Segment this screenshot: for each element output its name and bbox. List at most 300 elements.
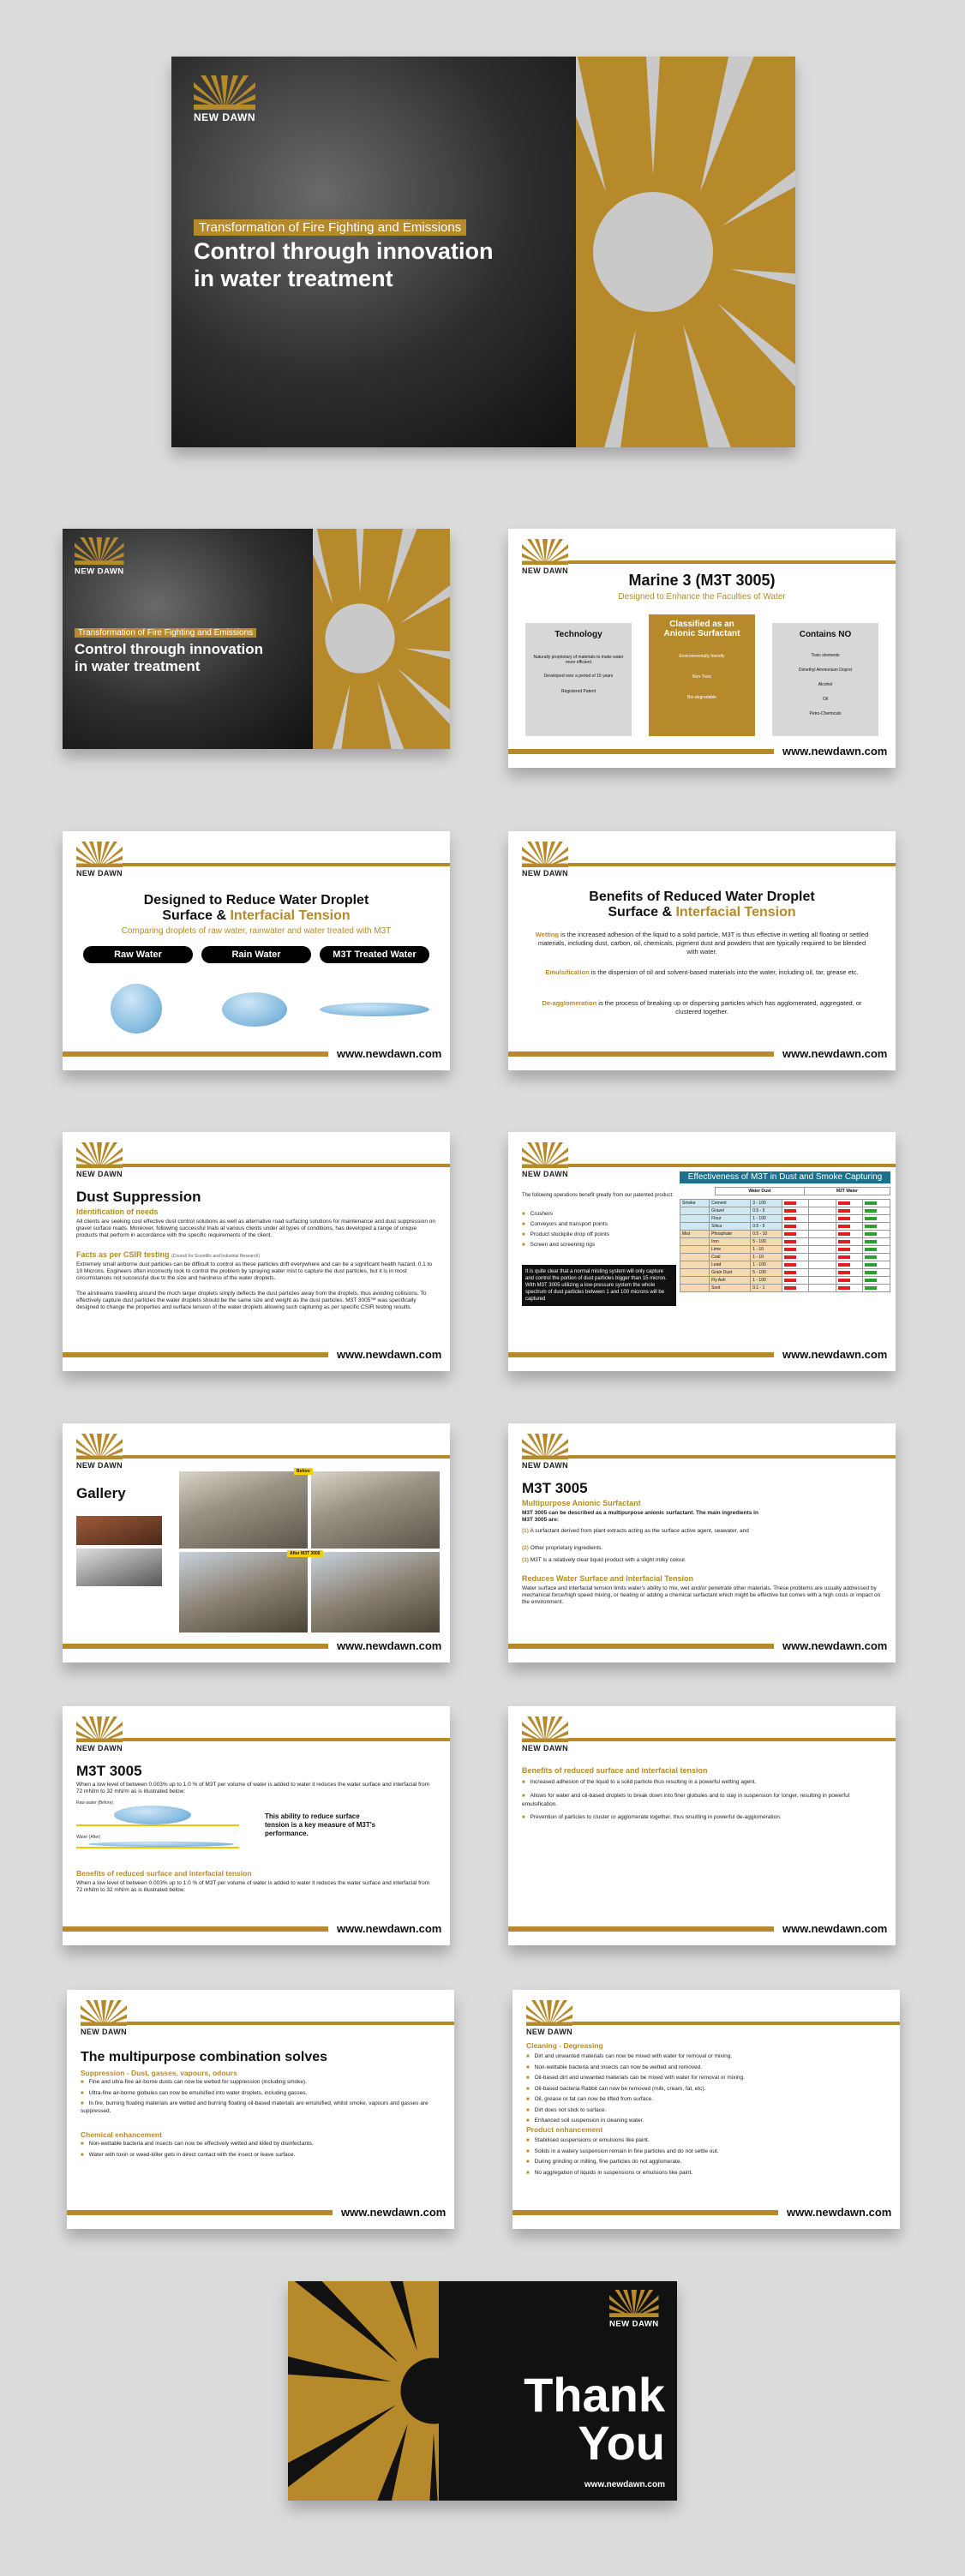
row-group-label bbox=[680, 1269, 710, 1277]
cleaning-item: ■ Non-wettable bacteria and insects can now be wetted and removed. bbox=[526, 2063, 886, 2074]
before-tag: Before bbox=[294, 1468, 313, 1475]
slide-title: Gallery bbox=[76, 1485, 126, 1501]
status-bar bbox=[811, 1279, 823, 1282]
status-bar bbox=[838, 1201, 850, 1205]
ingredient-item: (2) Other proprietary ingredients. bbox=[522, 1545, 603, 1551]
row-group-label bbox=[680, 1254, 710, 1261]
status-swatch bbox=[836, 1238, 863, 1246]
footer-url[interactable]: www.newdawn.com bbox=[782, 1047, 888, 1060]
footer-rule bbox=[63, 1926, 328, 1932]
chemical-item: ■ Non-wettable bacteria and insects can now be effectively wetted and killed by disinfectants. bbox=[81, 2141, 441, 2148]
status-bar bbox=[838, 1286, 850, 1290]
slide-subtitle: Designed to Enhance the Faculties of Water bbox=[618, 592, 786, 602]
status-swatch bbox=[863, 1215, 890, 1223]
status-bar bbox=[784, 1286, 796, 1290]
benefits-list bbox=[522, 1778, 882, 1822]
logo-text: NEW DAWN bbox=[76, 868, 123, 878]
contains-no-item: Dimethyl Ammonium Doprst bbox=[799, 668, 852, 673]
row-material: Lime bbox=[710, 1246, 751, 1254]
section-heading: Chemical enhancement bbox=[81, 2130, 162, 2139]
logo-text: NEW DAWN bbox=[522, 1743, 568, 1752]
section-heading bbox=[76, 1250, 260, 1259]
product-item: ■ Stabilised suspensions or emulsions like paint. bbox=[526, 2136, 886, 2147]
anionic-heading: Classified as an bbox=[669, 620, 734, 629]
status-bar bbox=[865, 1271, 877, 1274]
ingredient-text: A surfactant derived from plant extracts acting as the surface active agent, seawater, and bbox=[530, 1528, 749, 1534]
row-group-label bbox=[680, 1285, 710, 1292]
deagglomeration-paragraph bbox=[534, 999, 870, 1016]
status-swatch bbox=[836, 1223, 863, 1231]
cover-kicker: Transformation of Fire Fighting and Emissions bbox=[194, 219, 466, 236]
status-bar bbox=[865, 1209, 877, 1213]
row-group-label bbox=[680, 1223, 710, 1231]
row-material: Iron bbox=[710, 1238, 751, 1246]
emulsification-paragraph bbox=[534, 968, 870, 977]
header-rule bbox=[568, 560, 896, 564]
row-range: 1 - 10 bbox=[751, 1254, 782, 1261]
cleaning-item: ■ Oil-based bacteria Rabbit can now be removed (milk, cream, fat, etc). bbox=[526, 2084, 886, 2095]
row-group-label: Mist bbox=[680, 1231, 710, 1238]
droplet-slide bbox=[63, 831, 450, 1070]
status-swatch bbox=[782, 1223, 809, 1231]
footer-rule bbox=[508, 749, 774, 754]
logo-text: NEW DAWN bbox=[526, 2027, 572, 2036]
after-tag: After M3T 3005 bbox=[287, 1550, 323, 1557]
logo bbox=[522, 842, 568, 878]
row-range: 1 - 100 bbox=[751, 1277, 782, 1285]
section-heading: Product enhancement bbox=[526, 2125, 603, 2134]
logo-text: NEW DAWN bbox=[194, 111, 255, 123]
sunrise-logo-icon bbox=[526, 2000, 572, 2026]
status-swatch bbox=[809, 1231, 836, 1238]
status-bar bbox=[784, 1232, 796, 1236]
logo bbox=[75, 537, 124, 576]
row-range: 1 - 10 bbox=[751, 1246, 782, 1254]
status-bar bbox=[838, 1209, 850, 1213]
logo-text: NEW DAWN bbox=[522, 1460, 568, 1470]
status-bar bbox=[865, 1217, 877, 1220]
droplet-surface-line bbox=[76, 1847, 239, 1848]
status-swatch bbox=[809, 1254, 836, 1261]
table-row bbox=[680, 1246, 890, 1254]
status-swatch bbox=[863, 1238, 890, 1246]
status-swatch bbox=[809, 1246, 836, 1254]
status-swatch bbox=[863, 1231, 890, 1238]
deagg-term: De-agglomeration bbox=[542, 999, 597, 1007]
status-swatch bbox=[863, 1269, 890, 1277]
status-bar bbox=[811, 1286, 823, 1290]
rain-water-pill: Rain Water bbox=[201, 946, 311, 963]
status-bar bbox=[784, 1240, 796, 1243]
combination-slide bbox=[67, 1990, 454, 2229]
section-heading: Reduces Water Surface and Interfacial Tension bbox=[522, 1574, 694, 1583]
status-swatch bbox=[863, 1277, 890, 1285]
status-swatch bbox=[836, 1215, 863, 1223]
cover-title-line2: in water treatment bbox=[194, 266, 393, 291]
technology-heading: Technology bbox=[554, 630, 602, 639]
status-bar bbox=[811, 1263, 823, 1267]
status-swatch bbox=[782, 1231, 809, 1238]
airstream-paragraph: The airstreams travelling around the much larger droplets simply deflects the dust particles away from the droplets, thus avoiding collisions. To effectively capture dust particles the water droplets should be the same size and weight as the dust particles. M3T 3005™ was specifically designed to change the properties and surface tension of the water droplets allowing such capturing as per specific CSIR testing results. bbox=[76, 1291, 427, 1310]
sun-rays-graphic bbox=[313, 529, 450, 749]
benefit-item: ■ Allows for water and oil-based droplets to break down into finer globules and to stay in suspension for longer, resulting in powerful emulsification. bbox=[522, 1792, 882, 1808]
status-swatch bbox=[863, 1246, 890, 1254]
effectiveness-rows bbox=[680, 1199, 890, 1292]
footer-url[interactable]: www.newdawn.com bbox=[341, 2206, 447, 2219]
wetting-paragraph bbox=[534, 931, 870, 956]
logo bbox=[76, 1142, 123, 1178]
status-bar bbox=[838, 1279, 850, 1282]
logo bbox=[609, 2290, 659, 2328]
section-heading: Benefits of reduced surface and interfacial tension bbox=[76, 1869, 252, 1878]
row-material: Fly Ash bbox=[710, 1277, 751, 1285]
status-swatch bbox=[782, 1207, 809, 1215]
status-bar bbox=[784, 1248, 796, 1251]
product-item: ■ Solids in a watery suspension remain in fine particles and do not settle out. bbox=[526, 2147, 886, 2158]
logo bbox=[522, 1434, 568, 1470]
sunrise-logo-icon bbox=[76, 1142, 123, 1168]
row-material: Cement bbox=[710, 1200, 751, 1207]
status-bar bbox=[811, 1201, 823, 1205]
chemical-list bbox=[81, 2141, 441, 2159]
suppression-item: ■ In fire, burning floating materials are wetted and burning floating oil-based materials are emulsified, whilst smoke, vapours and gasses are suppressed. bbox=[81, 2100, 441, 2115]
status-bar bbox=[865, 1248, 877, 1251]
row-group-label bbox=[680, 1238, 710, 1246]
contains-no-heading: Contains NO bbox=[799, 630, 852, 639]
sunrise-logo-icon bbox=[522, 1142, 568, 1168]
logo bbox=[81, 2000, 127, 2036]
row-group-label bbox=[680, 1261, 710, 1269]
sunrise-logo-icon bbox=[522, 539, 568, 565]
emulsification-text: is the dispersion of oil and solvent-based materials into the water, including oil, tar, grease etc. bbox=[590, 968, 859, 976]
logo-text: NEW DAWN bbox=[76, 1169, 123, 1178]
row-material: Grain Dust bbox=[710, 1269, 751, 1277]
row-group-label bbox=[680, 1277, 710, 1285]
title-highlight: Interfacial Tension bbox=[675, 905, 796, 920]
emulsification-term: Emulsification bbox=[545, 968, 590, 976]
benefit-item: ■ Prevention of particles to cluster or agglomerate together, thus resulting in powerful de-agglomeration. bbox=[522, 1813, 882, 1822]
status-swatch bbox=[782, 1261, 809, 1269]
status-bar bbox=[784, 1225, 796, 1228]
footer-rule bbox=[63, 1352, 328, 1357]
wetting-text: is the increased adhesion of the liquid to a solid particle, M3T is thus effective in wetting all floating or settled materials, including dust, carbon, oil, chemicals, pigment dust and powders that are typically required to be blended with water. bbox=[537, 931, 869, 956]
status-swatch bbox=[836, 1246, 863, 1254]
chemical-item: ■ Water with toxin or weed-killer gets in direct contact with the insect or leave surface. bbox=[81, 2152, 441, 2160]
status-swatch bbox=[809, 1285, 836, 1292]
footer-url[interactable]: www.newdawn.com bbox=[782, 1639, 888, 1652]
status-bar bbox=[784, 1271, 796, 1274]
intro-text: The following operations benefit greatly from our patented product: bbox=[522, 1193, 674, 1198]
logo-text: NEW DAWN bbox=[522, 1169, 568, 1178]
technology-item: Registered Patent bbox=[560, 689, 596, 694]
cleaning-item: ■ Oil, grease or fat can now be lifted from surface. bbox=[526, 2094, 886, 2106]
status-bar bbox=[811, 1225, 823, 1228]
status-bar bbox=[865, 1232, 877, 1236]
footer-url[interactable]: www.newdawn.com bbox=[337, 1922, 442, 1935]
row-range: 5 - 100 bbox=[751, 1269, 782, 1277]
status-bar bbox=[811, 1255, 823, 1259]
csir-note: (Council for Scientific and Industrial Research) bbox=[171, 1254, 260, 1259]
status-bar bbox=[838, 1217, 850, 1220]
gallery-photo-after-right[interactable] bbox=[311, 1552, 440, 1632]
status-bar bbox=[784, 1217, 796, 1220]
row-group-label: Smoke bbox=[680, 1200, 710, 1207]
sunrise-logo-icon bbox=[75, 537, 124, 565]
header-rule bbox=[127, 2022, 454, 2025]
header-rule bbox=[123, 1738, 450, 1741]
sun-rays-graphic bbox=[288, 2281, 439, 2501]
sunrise-logo-icon bbox=[522, 842, 568, 867]
footer-url[interactable]: www.newdawn.com bbox=[337, 1348, 442, 1361]
intro-paragraph: When a low level of between 0.003% up to 1.0 % of M3T per volume of water is added to water it reduces the water surface and interfacial from 72 mN/m to 32 mN/m as is illustrated below: bbox=[76, 1782, 430, 1794]
table-row bbox=[680, 1231, 890, 1238]
anionic-item: Non-Toxic bbox=[692, 674, 712, 680]
m3t-tension-slide bbox=[63, 1706, 450, 1945]
status-bar bbox=[865, 1240, 877, 1243]
benefits-list-slide bbox=[508, 1706, 896, 1945]
status-swatch bbox=[782, 1246, 809, 1254]
status-swatch bbox=[836, 1285, 863, 1292]
status-bar bbox=[865, 1255, 877, 1259]
treated-water-pill: M3T Treated Water bbox=[320, 946, 429, 963]
status-bar bbox=[865, 1225, 877, 1228]
footer-url[interactable]: www.newdawn.com bbox=[782, 1348, 888, 1361]
status-bar bbox=[784, 1279, 796, 1282]
table-row bbox=[680, 1285, 890, 1292]
col-head: Water Dust bbox=[716, 1188, 805, 1195]
row-range: 1 - 100 bbox=[751, 1261, 782, 1269]
benefits-slide bbox=[508, 831, 896, 1070]
slide-title: The multipurpose combination solves bbox=[81, 2050, 328, 2064]
status-bar bbox=[811, 1217, 823, 1220]
slide-title-line1: Benefits of Reduced Water Droplet bbox=[589, 890, 815, 904]
m3t-slide bbox=[508, 1423, 896, 1662]
section-heading: Multipurpose Anionic Surfactant bbox=[522, 1499, 641, 1507]
footer-url[interactable]: www.newdawn.com bbox=[782, 1922, 888, 1935]
logo bbox=[76, 1716, 123, 1752]
footer-rule bbox=[508, 1926, 774, 1932]
footer-url[interactable]: www.newdawn.com bbox=[787, 2206, 892, 2219]
status-swatch bbox=[836, 1269, 863, 1277]
cover-title-line2: in water treatment bbox=[75, 658, 201, 674]
cover-slide-small bbox=[63, 529, 450, 749]
footer-rule bbox=[67, 2210, 333, 2215]
status-bar bbox=[838, 1232, 850, 1236]
treated-label: Water (After) bbox=[76, 1835, 101, 1840]
slide-title-line2 bbox=[508, 905, 896, 920]
table-row bbox=[680, 1207, 890, 1215]
logo bbox=[522, 1142, 568, 1178]
raw-label: Raw water (Before) bbox=[76, 1800, 114, 1806]
cover-kicker: Transformation of Fire Fighting and Emissions bbox=[75, 628, 256, 638]
table-row bbox=[680, 1215, 890, 1223]
sunrise-logo-icon bbox=[76, 1434, 123, 1459]
header-rule bbox=[568, 1164, 896, 1167]
thank-line1: Thank bbox=[524, 2368, 665, 2422]
slide-title-line2 bbox=[63, 908, 450, 924]
suppression-item: ■ Ultra-fine air-borne globules can now be emulsified into water droplets, including gasses. bbox=[81, 2090, 441, 2098]
gallery-photo-before-right[interactable] bbox=[311, 1471, 440, 1549]
suppression-list bbox=[81, 2079, 441, 2115]
status-bar bbox=[865, 1263, 877, 1267]
callout-text: This ability to reduce surface tension is a key measure of M3T's performance. bbox=[265, 1812, 376, 1837]
status-swatch bbox=[863, 1254, 890, 1261]
status-bar bbox=[811, 1232, 823, 1236]
row-group-label bbox=[680, 1246, 710, 1254]
row-material: Lead bbox=[710, 1261, 751, 1269]
operation-item: ■ Screen and screening rigs bbox=[522, 1240, 676, 1250]
header-rule bbox=[572, 2022, 900, 2025]
operation-item: ■ Conveyors and transport points bbox=[522, 1219, 676, 1230]
gallery-photo-before-left[interactable] bbox=[179, 1471, 308, 1549]
technology-item: Naturally proprietary of materials to make water more efficient bbox=[533, 655, 624, 665]
logo bbox=[194, 75, 255, 123]
sunrise-logo-icon bbox=[76, 1716, 123, 1742]
sunrise-logo-icon bbox=[522, 1434, 568, 1459]
operations-list bbox=[522, 1209, 676, 1250]
status-swatch bbox=[782, 1200, 809, 1207]
footer-rule bbox=[508, 1644, 774, 1649]
status-swatch bbox=[836, 1254, 863, 1261]
logo-text: NEW DAWN bbox=[76, 1460, 123, 1470]
status-bar bbox=[811, 1271, 823, 1274]
logo-text: NEW DAWN bbox=[522, 566, 568, 575]
marine-slide bbox=[508, 529, 896, 768]
status-bar bbox=[811, 1248, 823, 1251]
effectiveness-slide bbox=[508, 1132, 896, 1371]
status-swatch bbox=[809, 1277, 836, 1285]
thank-you-slide bbox=[288, 2281, 677, 2501]
status-swatch bbox=[782, 1254, 809, 1261]
status-bar bbox=[838, 1263, 850, 1267]
section-heading: Identification of needs bbox=[76, 1207, 159, 1216]
cleaning-item: ■ Dirt and unwanted materials can now be mixed with water for removal or mixing. bbox=[526, 2052, 886, 2063]
footer-rule bbox=[512, 2210, 778, 2215]
logo-text: NEW DAWN bbox=[75, 566, 124, 576]
footer-url[interactable]: www.newdawn.com bbox=[337, 1639, 442, 1652]
cleaning-item: ■ Dirt does not stick to surface. bbox=[526, 2106, 886, 2117]
gallery-thumb[interactable] bbox=[76, 1516, 162, 1545]
table-title: Effectiveness of M3T in Dust and Smoke Capturing bbox=[680, 1171, 890, 1183]
cleaning-list bbox=[526, 2052, 886, 2127]
footer-url[interactable]: www.newdawn.com bbox=[337, 1047, 442, 1060]
status-bar bbox=[784, 1255, 796, 1259]
row-material: Flour bbox=[710, 1215, 751, 1223]
status-bar bbox=[865, 1201, 877, 1205]
status-swatch bbox=[836, 1231, 863, 1238]
status-bar bbox=[838, 1240, 850, 1243]
status-bar bbox=[838, 1271, 850, 1274]
footer-url[interactable]: www.newdawn.com bbox=[584, 2480, 665, 2489]
status-swatch bbox=[809, 1223, 836, 1231]
operation-item: ■ Crushers bbox=[522, 1209, 676, 1219]
rain-water-droplet bbox=[222, 992, 287, 1027]
effectiveness-table bbox=[680, 1187, 890, 1195]
cleaning-slide bbox=[512, 1990, 900, 2229]
contains-no-box bbox=[772, 623, 878, 736]
status-bar bbox=[784, 1209, 796, 1213]
header-rule bbox=[123, 1164, 450, 1167]
row-range: 0.5 - 10 bbox=[751, 1231, 782, 1238]
slide-title: Dust Suppression bbox=[76, 1189, 201, 1205]
gallery-thumb[interactable] bbox=[76, 1549, 162, 1586]
wetting-term: Wetting bbox=[535, 931, 560, 938]
status-swatch bbox=[782, 1285, 809, 1292]
slide-title: M3T 3005 bbox=[522, 1480, 588, 1496]
capture-note: It is quite clear that a normal misting system will only capture and control the portion of dust particles bigger than 15 micron. With M3T 3005 utilizing a low-pressure system the whole spectrum of dust particles between 1 and 100 microns will be captured bbox=[522, 1265, 676, 1306]
table-row bbox=[680, 1254, 890, 1261]
slide-title: Marine 3 (M3T 3005) bbox=[628, 572, 776, 589]
csir-paragraph: Extremely small airborne dust particles can be difficult to control as these particles drift everywhere and can be a significant health hazard. 0.1 to 10 Microns. Engineers often incorrectly look to control the problem by spraying water mist to capture the dust particles, but it is in most circumstances not successful due to the size and hardness of the water droplets. bbox=[76, 1261, 433, 1281]
tension-paragraph: Water surface and interfacial tension limits water's ability to mix, wet and/or penetrate other materials. These problems are usually addressed by mechanical force/high speed mixing, or heating or adding a chemical surfactant which might be effective but comes with a high costs or impact on the environment. bbox=[522, 1585, 881, 1605]
ingredient-text: M3T is a relatively clear liquid product with a slight milky colour. bbox=[530, 1557, 686, 1563]
sun-rays-graphic bbox=[576, 57, 795, 447]
status-swatch bbox=[782, 1277, 809, 1285]
logo-text: NEW DAWN bbox=[609, 2318, 659, 2328]
footer-rule bbox=[508, 1051, 774, 1057]
cover-slide bbox=[171, 57, 795, 447]
header-rule bbox=[568, 1738, 896, 1741]
logo bbox=[522, 1716, 568, 1752]
footer-rule bbox=[63, 1644, 328, 1649]
status-swatch bbox=[782, 1269, 809, 1277]
footer-rule bbox=[508, 1352, 774, 1357]
status-bar bbox=[838, 1255, 850, 1259]
technology-box bbox=[525, 623, 632, 736]
gallery-photo-after-left[interactable] bbox=[179, 1552, 308, 1632]
sunrise-logo-icon bbox=[522, 1716, 568, 1742]
cleaning-item: ■ Oil-based dirt and unwanted materials can be mixed with water for removal or mixing. bbox=[526, 2073, 886, 2084]
col-head: M3T Water bbox=[804, 1188, 890, 1195]
header-rule bbox=[123, 863, 450, 866]
footer-url[interactable]: www.newdawn.com bbox=[782, 745, 888, 758]
contains-no-item: Petro-Chemicals bbox=[809, 711, 842, 716]
status-swatch bbox=[809, 1215, 836, 1223]
logo-text: NEW DAWN bbox=[522, 868, 568, 878]
status-swatch bbox=[863, 1285, 890, 1292]
needs-paragraph: All clients are seeking cost effective dust control solutions as well as alternative road surfacing solutions for maintenance and dust suppression on gravel surface roads. Moreover, following successful trials at various clients under all types of conditions, has developed a range of unique products that perform in accordance with the specific requirements of the client. bbox=[76, 1219, 435, 1238]
status-bar bbox=[784, 1263, 796, 1267]
section-heading: Benefits of reduced surface and interfacial tension bbox=[522, 1766, 708, 1775]
anionic-item: Environmentally friendly bbox=[679, 654, 725, 659]
table-row bbox=[680, 1277, 890, 1285]
benefits-paragraph: When a low level of between 0.003% up to 1.0 % of M3T per volume of water is added to water it reduces the water surface and interfacial from 72 mN/m to 32 mN/m as is illustrated below: bbox=[76, 1880, 430, 1893]
status-swatch bbox=[863, 1200, 890, 1207]
status-swatch bbox=[836, 1200, 863, 1207]
gallery-slide bbox=[63, 1423, 450, 1662]
anionic-heading-2: Anionic Surfactant bbox=[663, 629, 740, 638]
header-rule bbox=[123, 1455, 450, 1459]
table-row bbox=[680, 1223, 890, 1231]
status-bar bbox=[811, 1240, 823, 1243]
table-row bbox=[680, 1200, 890, 1207]
technology-item: Developed over a period of 15 years bbox=[543, 674, 614, 679]
section-heading: Cleaning - Degreasing bbox=[526, 2041, 603, 2050]
ingredient-item: (1) A surfactant derived from plant extracts acting as the surface active agent, seawater, and bbox=[522, 1528, 749, 1534]
status-bar bbox=[838, 1225, 850, 1228]
row-range: 0.5 - 5 bbox=[751, 1223, 782, 1231]
row-material: Soot bbox=[710, 1285, 751, 1292]
table-row bbox=[680, 1261, 890, 1269]
contains-no-item: Oil bbox=[822, 697, 829, 702]
logo-text: NEW DAWN bbox=[76, 1743, 123, 1752]
status-swatch bbox=[809, 1269, 836, 1277]
cleaning-item: ■ Enhanced soil suspension in cleaning water. bbox=[526, 2116, 886, 2127]
anionic-surfactant-box bbox=[649, 614, 755, 736]
logo bbox=[76, 1434, 123, 1470]
raw-water-pill: Raw Water bbox=[83, 946, 193, 963]
status-swatch bbox=[782, 1215, 809, 1223]
